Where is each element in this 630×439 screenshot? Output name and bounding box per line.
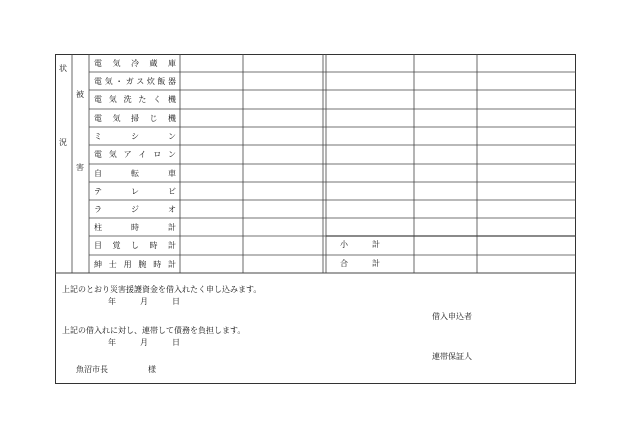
label-gai: 害 [76,163,84,172]
item-label: 自 転 車 [94,169,176,178]
declaration-line1: 上記のとおり災害援護資金を借入れたく申し込みます。 [62,285,262,294]
item-label: ラ ジ オ [94,205,176,214]
declaration-date1: 年 月 日 [108,297,180,306]
item-label: ミ シ ン [94,132,176,141]
item-label: 目 覚 し 時 計 [94,241,176,250]
item-label: 電気・ガス炊飯器 [94,77,176,86]
applicant-label: 借入申込者 [432,312,472,321]
item-label: 電 気 掃 じ 機 [94,114,176,123]
declaration-line2: 上記の借入れに対し、連帯して債務を負担します。 [62,326,246,335]
item-label: 紳 士 用 腕 時 計 [94,260,176,269]
item-label: 柱 時 計 [94,223,176,232]
item-label: テ レ ビ [94,187,176,196]
label-hi: 被 [76,90,84,99]
declaration-date2: 年 月 日 [108,338,180,347]
guarantor-label: 連帯保証人 [432,352,472,361]
subtotal-label: 小 計 [340,240,380,249]
label-kyo: 況 [59,138,67,147]
item-label: 電 気 洗 た く 機 [94,95,176,104]
addressee-label: 魚沼市長 様 [76,365,156,374]
label-jo: 状 [59,64,67,73]
item-label: 電 気 冷 蔵 庫 [94,59,176,68]
total-label: 合 計 [340,259,380,268]
item-label: 電 気 ア イ ロ ン [94,150,176,159]
